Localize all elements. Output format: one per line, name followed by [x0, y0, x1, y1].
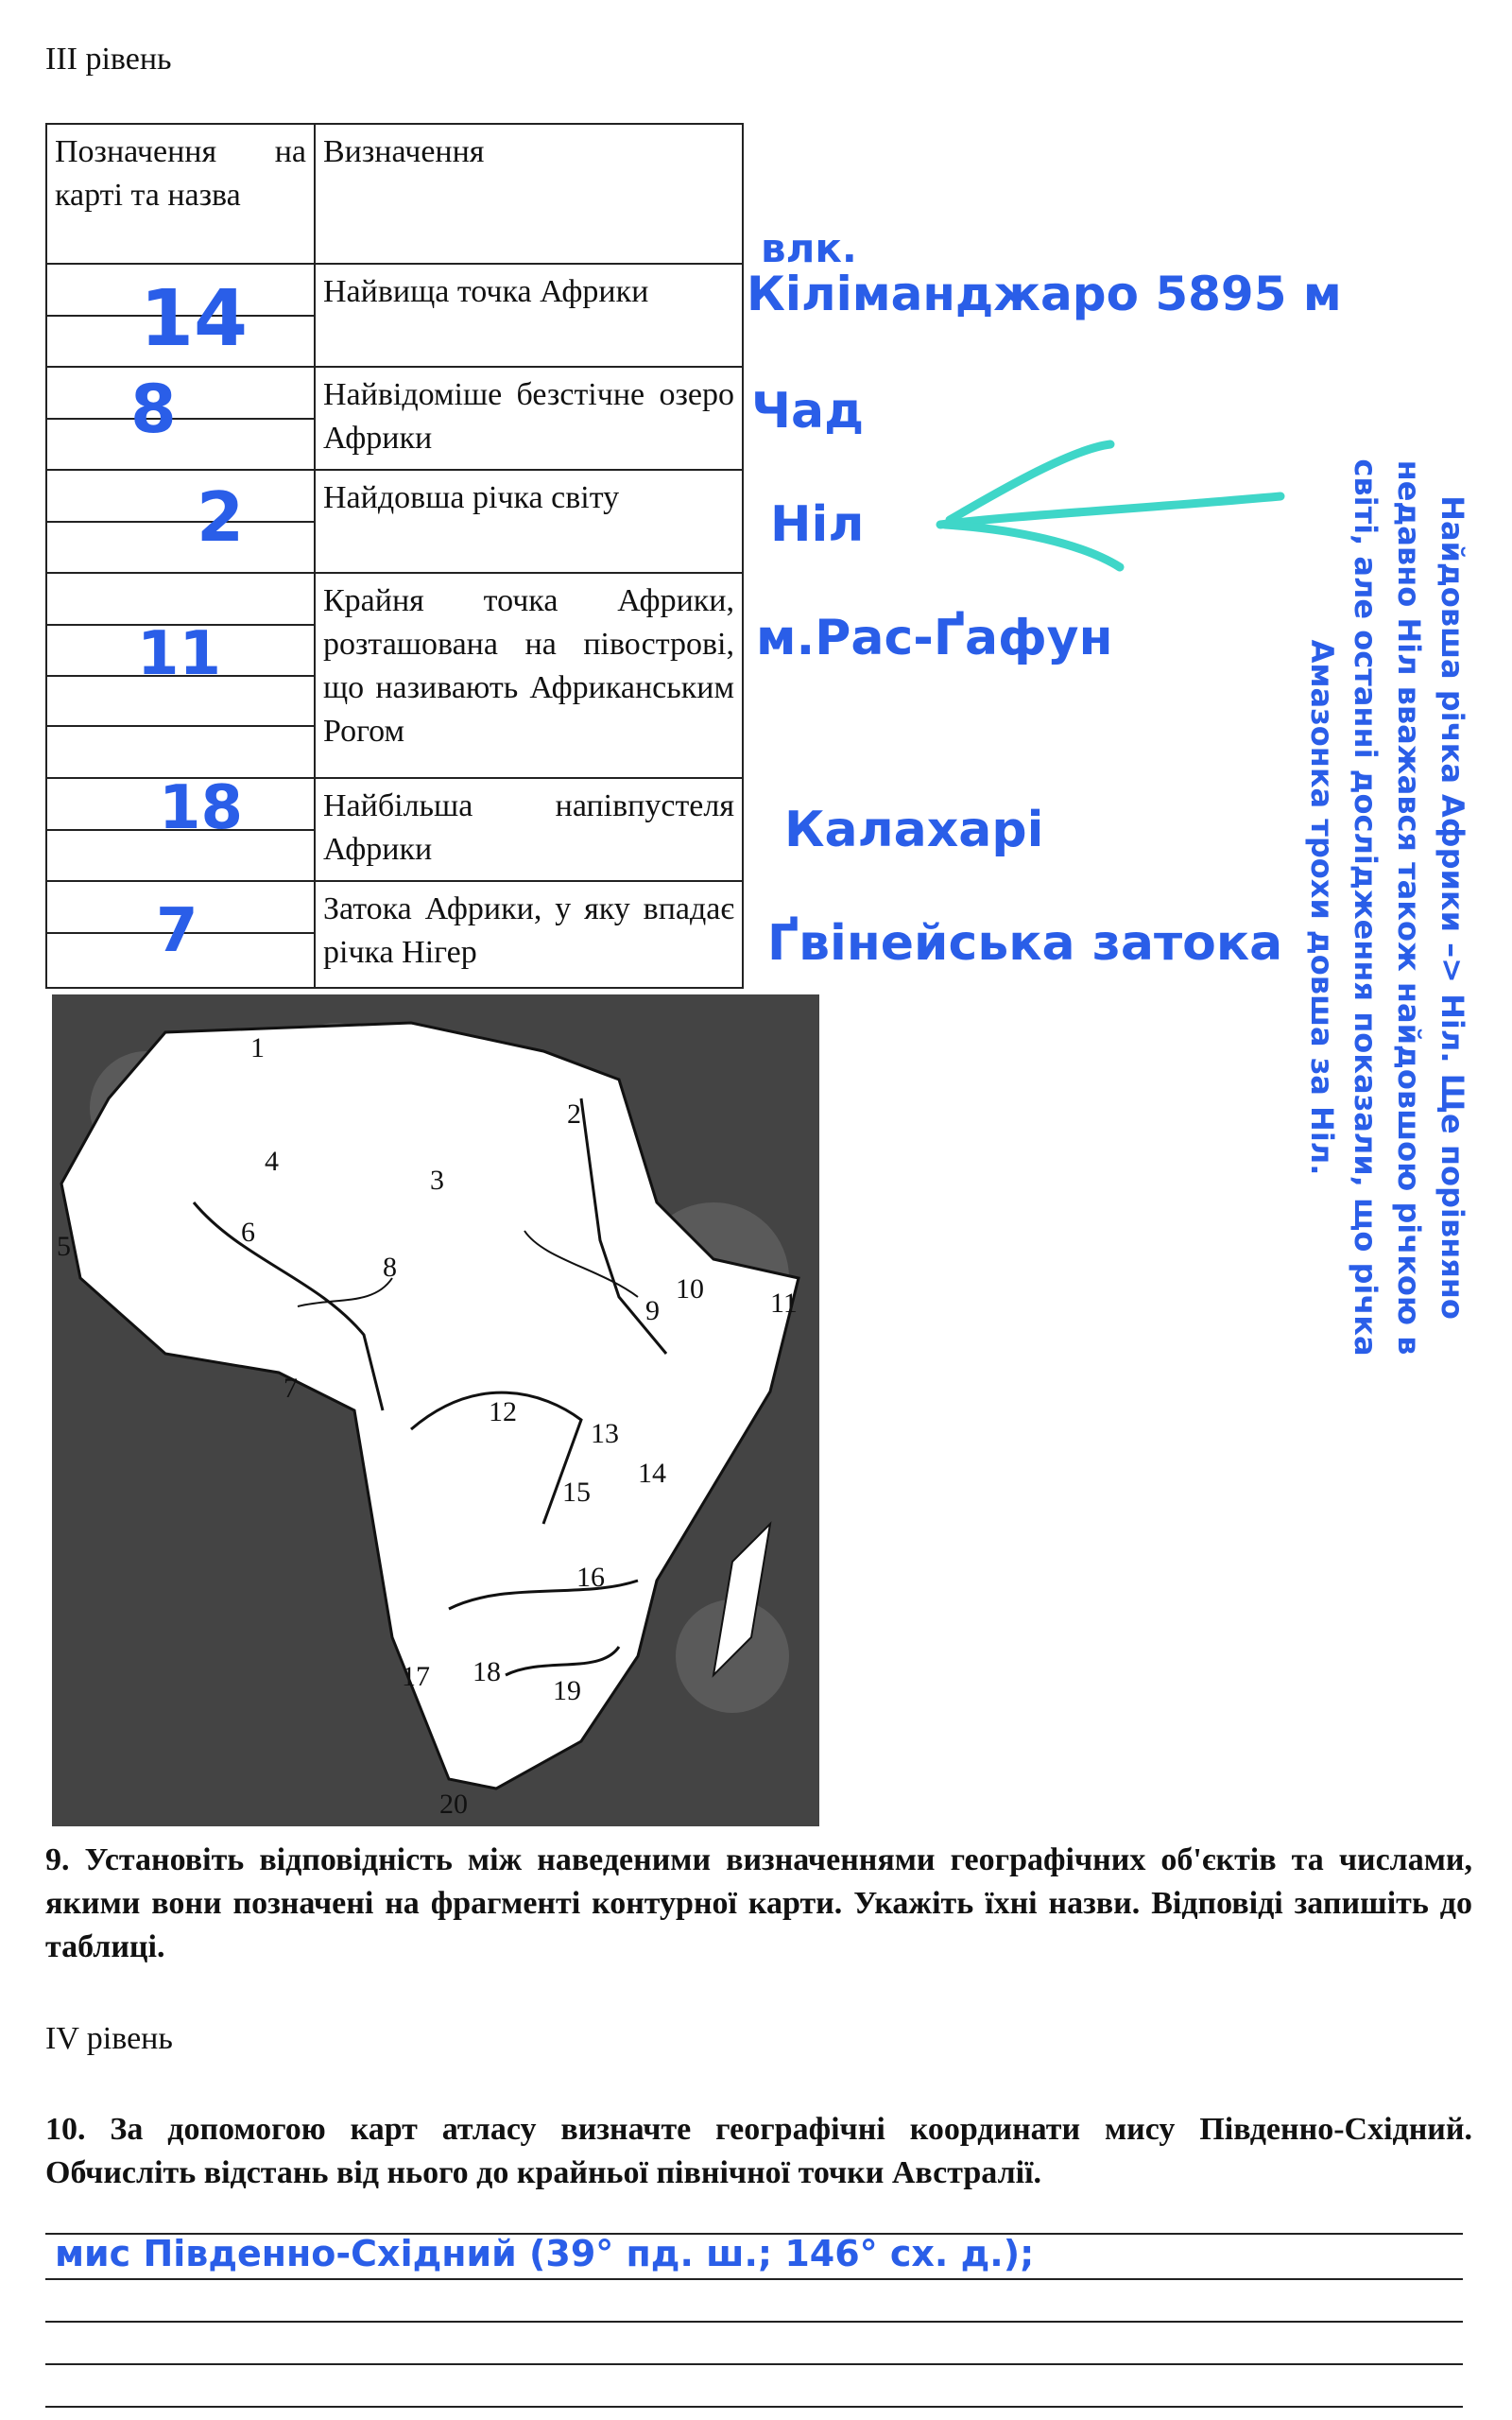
answer-kilimanjaro: Кіліманджаро 5895 м — [747, 267, 1342, 321]
task-10-text: 10. За допомогою карт атласу визначте географічні координати мису Південно-Східний. Обчисліть відстань від нього до крайньої північної точки Австралії. — [45, 2112, 1472, 2190]
header-col2: Визначення — [323, 134, 485, 169]
table-row — [47, 777, 742, 880]
table-row — [47, 880, 742, 987]
map-label: 20 — [439, 1789, 468, 1820]
map-label: 17 — [402, 1661, 430, 1692]
definition-cell: Найвідоміше безстічне озеро Африки — [323, 377, 734, 456]
side-note: Найдовша річка Африки –> Ніл. Ще порівняно недавно Ніл вважався також найдовшою річкою в світі, але останні дослідження показали, що річка Амазонка трохи довша за Ніл. — [1304, 458, 1470, 1357]
header-col1: Позначення на карті та назва — [55, 134, 306, 213]
map-label: 19 — [553, 1675, 581, 1706]
map-label: 16 — [576, 1562, 605, 1593]
map-label: 6 — [241, 1217, 255, 1248]
level-4-heading: IV рівень — [45, 2021, 173, 2056]
answer-number-11: 11 — [137, 619, 222, 689]
map-label: 5 — [57, 1231, 71, 1262]
map-label: 2 — [567, 1098, 581, 1130]
answer-line — [45, 2363, 1463, 2365]
task-9-text: 9. Установіть відповідність між наведеними визначеннями географічних об'єктів та числами, якими вони позначені на фрагменті контурної карти. Укажіть їхні назви. Відповіді запишіть до таблиці. — [45, 1842, 1472, 1964]
map-label: 12 — [489, 1396, 517, 1427]
map-label: 7 — [284, 1373, 298, 1404]
answer-guinea: Ґвінейська затока — [767, 915, 1283, 972]
definition-cell: Крайня точка Африки, розташована на півострові, що називають Африканським Рогом — [323, 583, 734, 749]
definition-cell: Найбільша напівпустеля Африки — [323, 788, 734, 867]
table-header-row — [47, 125, 742, 263]
answer-number-14: 14 — [140, 274, 249, 364]
map-label: 9 — [645, 1295, 660, 1326]
answer-line — [45, 2278, 1463, 2280]
side-note-area — [1266, 444, 1474, 1371]
map-label: 8 — [383, 1252, 397, 1283]
map-label: 15 — [562, 1477, 591, 1508]
answer-line — [45, 2321, 1463, 2323]
table-row — [47, 469, 742, 572]
level-3-heading: ІІІ рівень — [45, 42, 172, 77]
map-label: 4 — [265, 1146, 279, 1177]
answer-number-7: 7 — [156, 896, 198, 966]
map-label: 13 — [591, 1418, 619, 1449]
map-label: 10 — [676, 1273, 704, 1305]
answer-hafun: м.Рас-Ґафун — [756, 610, 1113, 666]
africa-contour-map — [52, 994, 819, 1826]
matching-table — [45, 123, 744, 989]
answer-nile: Ніл — [770, 496, 865, 553]
africa-map-drawing — [52, 994, 819, 1826]
map-label: 1 — [250, 1032, 265, 1063]
map-label: 3 — [430, 1165, 444, 1196]
map-label: 18 — [472, 1656, 501, 1687]
answer-prefix-volcano: влк. — [761, 225, 857, 271]
map-label: 14 — [638, 1458, 666, 1489]
arrow-icon — [931, 430, 1290, 581]
definition-cell: Затока Африки, у яку впадає річка Нігер — [323, 891, 734, 970]
answer-number-2: 2 — [197, 477, 245, 557]
answer-number-18: 18 — [159, 773, 244, 843]
map-label: 11 — [770, 1288, 798, 1319]
answer-chad: Чад — [751, 383, 865, 440]
answer-line — [45, 2406, 1463, 2408]
definition-cell: Найвища точка Африки — [323, 274, 649, 309]
answer-number-8: 8 — [130, 371, 177, 448]
definition-cell: Найдовша річка світу — [323, 480, 620, 515]
answer-kalahari: Калахарі — [784, 802, 1044, 858]
task-10-answer: мис Південно-Східний (39° пд. ш.; 146° сх. д.); — [55, 2233, 1035, 2274]
